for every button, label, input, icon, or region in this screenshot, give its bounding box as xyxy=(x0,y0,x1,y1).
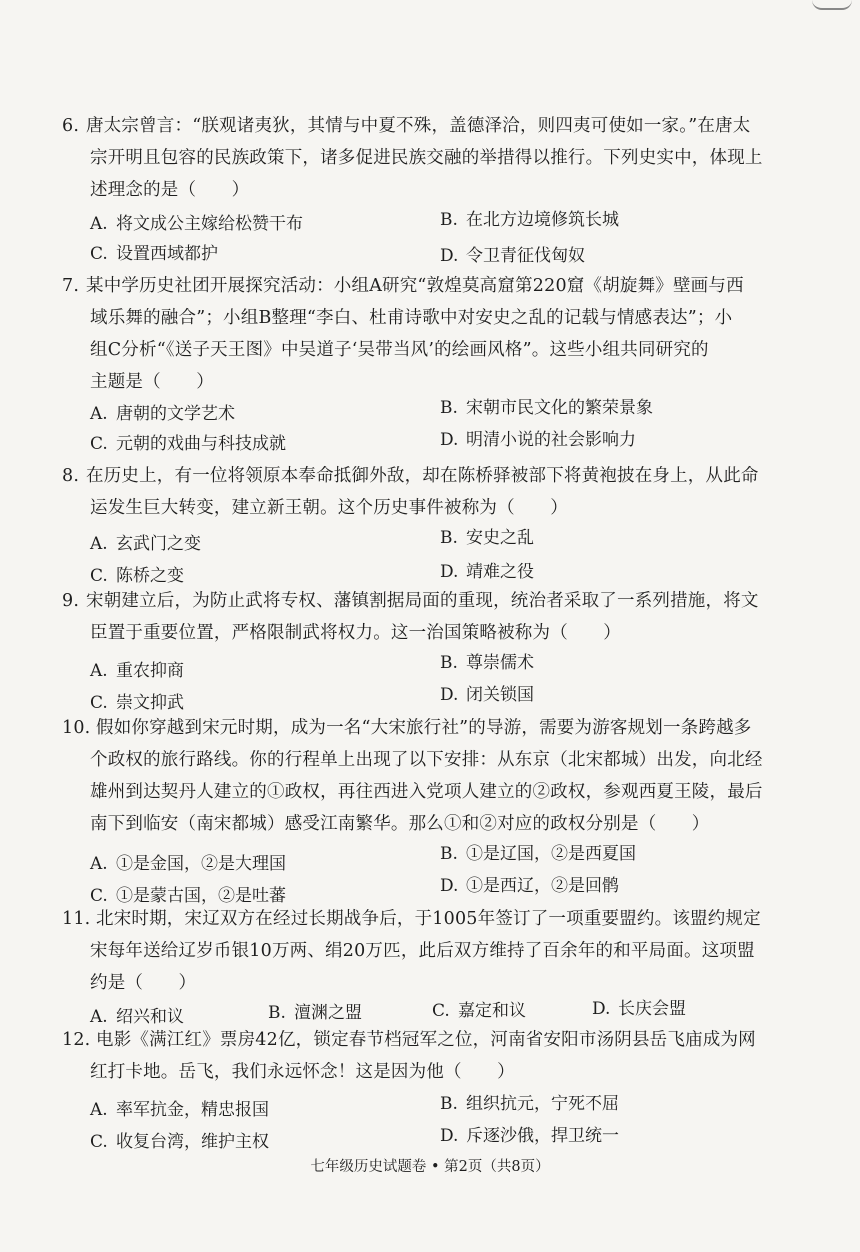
options xyxy=(62,398,792,462)
options xyxy=(62,206,792,270)
option-c: C. 设置西域都护 xyxy=(90,244,218,264)
question-9 xyxy=(62,585,792,713)
option-d: D. 令卫青征伐匈奴 xyxy=(440,246,585,266)
option-b: B. ①是辽国，②是西夏国 xyxy=(440,844,636,864)
option-b: B. 澶渊之盟 xyxy=(268,1003,362,1023)
options xyxy=(62,840,792,904)
question-8 xyxy=(62,460,792,588)
option-d: D. ①是西辽，②是回鹘 xyxy=(440,876,619,896)
option-c: C. ①是蒙古国，②是吐蕃 xyxy=(90,886,286,906)
question-11 xyxy=(62,903,792,1033)
option-d: D. 斥逐沙俄，捍卫统一 xyxy=(440,1126,619,1146)
option-b: B. 宋朝市民文化的繁荣景象 xyxy=(440,398,653,418)
option-c: C. 元朝的戏曲与科技成就 xyxy=(90,434,286,454)
option-c: C. 嘉定和议 xyxy=(432,1001,526,1021)
question-stem: 9. 宋朝建立后，为防止武将专权、藩镇割据局面的重现，统治者采取了一系列措施，将文 臣置于重要位置，严格限制武将权力。这一治国策略被称为（ ） xyxy=(62,585,792,649)
option-d: D. 靖难之役 xyxy=(440,562,534,582)
options xyxy=(62,524,792,588)
question-7 xyxy=(62,270,792,462)
option-b: B. 组织抗元，宁死不屈 xyxy=(440,1094,619,1114)
option-a: A. 唐朝的文学艺术 xyxy=(90,404,235,424)
option-c: C. 收复台湾，维护主权 xyxy=(90,1132,269,1152)
question-stem: 8. 在历史上，有一位将领原本奉命抵御外敌，却在陈桥驿被部下将黄袍披在身上，从此命 运发生巨大转变，建立新王朝。这个历史事件被称为（ ） xyxy=(62,460,792,524)
question-6 xyxy=(62,110,792,270)
question-number: 10. xyxy=(62,718,91,738)
option-b: B. 在北方边境修筑长城 xyxy=(440,210,619,230)
option-b: B. 安史之乱 xyxy=(440,528,534,548)
question-stem: 11. 北宋时期，宋辽双方在经过长期战争后，于1005年签订了一项重要盟约。该盟约规定 宋每年送给辽岁币银10万两、绢20万匹，此后双方维持了百余年的和平局面。这项盟 约是（ ） xyxy=(62,903,792,999)
option-d: D. 长庆会盟 xyxy=(592,999,686,1019)
question-stem: 7. 某中学历史社团开展探究活动：小组A研究“敦煌莫高窟第220窟《胡旋舞》壁画与西 域乐舞的融合”；小组B整理“李白、杜甫诗歌中对安史之乱的记载与情感表达”；小 组C分析“《送子天王图》中吴道子‘吴带当风’的绘画风格”。这些小组共同研究的 主题是（ ） xyxy=(62,270,792,398)
page-footer: 七年级历史试题卷 • 第2页（共8页） xyxy=(310,1159,550,1175)
option-a: A. 玄武门之变 xyxy=(90,534,201,554)
question-number: 9. xyxy=(62,591,80,611)
options xyxy=(62,649,792,713)
question-number: 8. xyxy=(62,466,80,486)
question-stem: 10. 假如你穿越到宋元时期，成为一名“大宋旅行社”的导游，需要为游客规划一条跨越多 个政权的旅行路线。你的行程单上出现了以下安排：从东京（北宋都城）出发，向北经 雄州到达契丹人建立的①政权，再往西进入党项人建立的②政权，参观西夏王陵，最后 南下到临安（南宋都城）感受江南繁华。那么①和②对应的政权分别是（ ） xyxy=(62,712,792,840)
option-d: D. 闭关锁国 xyxy=(440,685,534,705)
option-a: A. 率军抗金，精忠报国 xyxy=(90,1100,269,1120)
question-number: 11. xyxy=(62,909,91,929)
option-a: A. 绍兴和议 xyxy=(90,1007,184,1027)
question-number: 12. xyxy=(62,1030,91,1050)
page-corner-mark xyxy=(812,0,852,10)
question-number: 6. xyxy=(62,116,80,136)
question-12 xyxy=(62,1024,792,1152)
option-c: C. 陈桥之变 xyxy=(90,566,184,586)
option-a: A. ①是金国，②是大理国 xyxy=(90,854,286,874)
question-stem: 12. 电影《满江红》票房42亿，锁定春节档冠军之位，河南省安阳市汤阴县岳飞庙成为网 红打卡地。岳飞，我们永远怀念！这是因为他（ ） xyxy=(62,1024,792,1088)
option-c: C. 崇文抑武 xyxy=(90,693,184,713)
options xyxy=(62,1088,792,1152)
option-a: A. 重农抑商 xyxy=(90,661,184,681)
option-a: A. 将文成公主嫁给松赞干布 xyxy=(90,214,303,234)
option-d: D. 明清小说的社会影响力 xyxy=(440,430,636,450)
question-10 xyxy=(62,712,792,904)
option-b: B. 尊崇儒术 xyxy=(440,653,534,673)
question-stem: 6. 唐太宗曾言：“朕观诸夷狄，其情与中夏不殊，盖德泽洽，则四夷可使如一家。”在唐太 宗开明且包容的民族政策下，诸多促进民族交融的举措得以推行。下列史实中，体现上 述理念的是（ ） xyxy=(62,110,792,206)
question-number: 7. xyxy=(62,276,80,296)
